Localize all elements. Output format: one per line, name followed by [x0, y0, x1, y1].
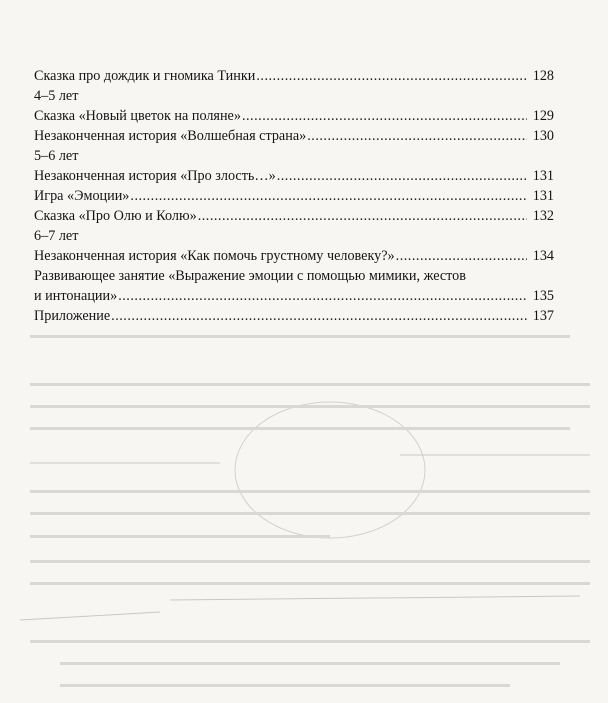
toc-entry-title-line1: Развивающее занятие «Выражение эмоции с помощью мимики, жестов	[34, 268, 466, 284]
dot-leader	[130, 186, 527, 206]
toc-entry-title-line2: и интонации»	[34, 288, 118, 304]
dot-leader	[242, 106, 527, 126]
toc-entry	[34, 306, 554, 326]
dot-leader	[111, 306, 527, 326]
toc-entry-title: Сказка «Про Олю и Колю»	[34, 208, 197, 224]
toc-entry-page: 128	[532, 68, 554, 84]
dot-leader	[118, 286, 527, 306]
toc-entry	[34, 246, 554, 266]
toc-entry-page: 134	[532, 248, 554, 264]
toc-age-group-heading: 4–5 лет	[34, 88, 79, 104]
dot-leader	[277, 166, 527, 186]
toc-entry	[34, 66, 554, 86]
toc-entry	[34, 286, 554, 306]
table-of-contents	[34, 66, 554, 326]
toc-entry-page: 130	[532, 128, 554, 144]
toc-entry	[34, 186, 554, 206]
toc-entry-title: Сказка про дождик и гномика Тинки	[34, 68, 256, 84]
toc-entry-page: 135	[532, 288, 554, 304]
toc-age-group-heading: 5–6 лет	[34, 148, 79, 164]
toc-entry-title: Сказка «Новый цветок на поляне»	[34, 108, 241, 124]
toc-entry	[34, 166, 554, 186]
toc-entry-page: 131	[532, 168, 554, 184]
toc-entry-title: Игра «Эмоции»	[34, 188, 130, 204]
toc-entry-page: 137	[532, 308, 554, 324]
toc-entry-title: Незаконченная история «Про злость…»	[34, 168, 276, 184]
toc-entry	[34, 206, 554, 226]
toc-age-group-heading: 6–7 лет	[34, 228, 79, 244]
toc-entry-page: 129	[532, 108, 554, 124]
toc-entry	[34, 106, 554, 126]
toc-entry-page: 132	[532, 208, 554, 224]
toc-entry-title: Незаконченная история «Волшебная страна»	[34, 128, 307, 144]
dot-leader	[256, 66, 527, 86]
dot-leader	[396, 246, 527, 266]
toc-entry	[34, 126, 554, 146]
toc-entry-page: 131	[532, 188, 554, 204]
dot-leader	[198, 206, 527, 226]
dot-leader	[307, 126, 527, 146]
toc-entry-title: Незаконченная история «Как помочь грустному человеку?»	[34, 248, 395, 264]
toc-entry-title: Приложение	[34, 308, 111, 324]
